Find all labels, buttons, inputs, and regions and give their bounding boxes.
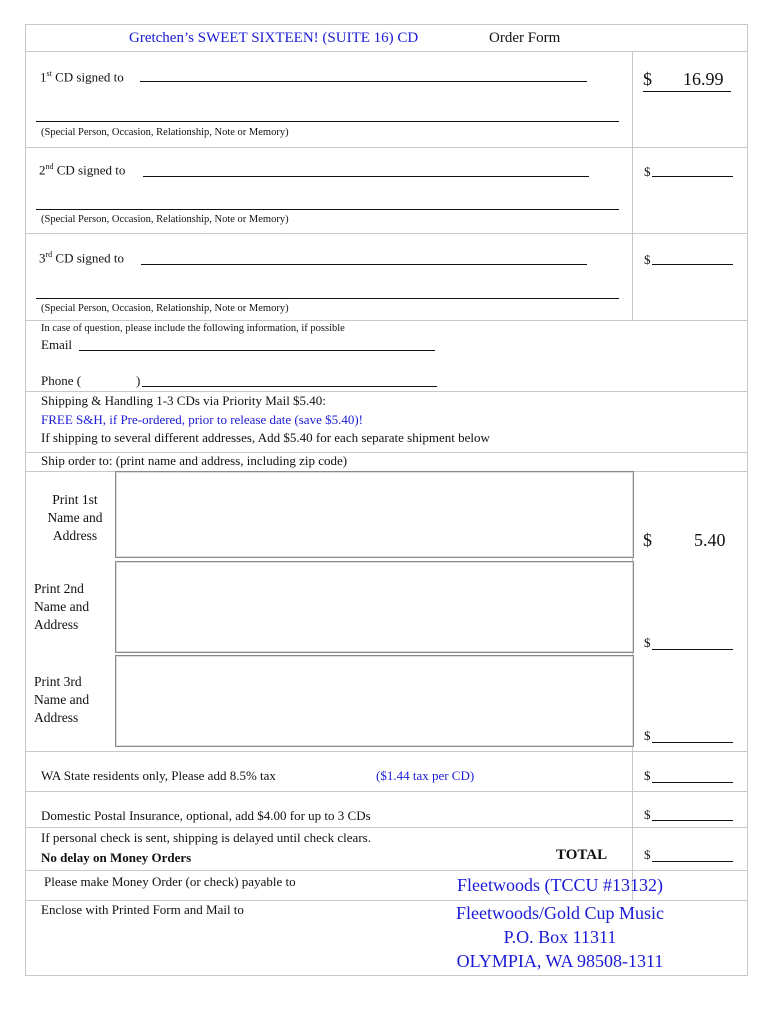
cd3-note: (Special Person, Occasion, Relationship, Note or Memory) — [41, 303, 289, 314]
address2-amount-field[interactable] — [652, 649, 733, 650]
cd1-note-field[interactable] — [36, 121, 619, 122]
insurance-dollar-sign: $ — [644, 807, 651, 822]
row-divider — [26, 791, 747, 792]
payable-value: Fleetwoods (TCCU #13132) — [457, 875, 663, 895]
address3-box[interactable] — [115, 655, 634, 747]
mail-address-line1: Fleetwoods/Gold Cup Music — [455, 903, 664, 923]
total-amount-field[interactable] — [652, 861, 733, 862]
address1-amount: 5.40 — [694, 530, 726, 550]
address2-dollar-sign: $ — [644, 635, 651, 650]
shipping-rate: Shipping & Handling 1-3 CDs via Priority Mail $5.40: — [41, 393, 326, 408]
row-divider — [26, 147, 747, 148]
order-form — [25, 24, 748, 976]
cd2-dollar-sign: $ — [644, 164, 651, 179]
cd3-amount-field[interactable] — [652, 264, 733, 265]
total-label: TOTAL — [556, 847, 608, 863]
phone-close-paren: ) — [136, 373, 141, 388]
cd1-amount: 16.99 — [683, 69, 724, 89]
insurance-amount-field[interactable] — [652, 820, 733, 821]
tax-label: WA State residents only, Please add 8.5% tax — [41, 768, 276, 783]
cd1-signed-to-field[interactable] — [140, 81, 587, 82]
multiple-address-note: If shipping to several different addresses, Add $5.40 for each separate shipment below — [41, 430, 490, 445]
check-note: If personal check is sent, shipping is delayed until check clears. — [41, 830, 371, 845]
ship-to-label: Ship order to: (print name and address, including zip code) — [41, 453, 348, 468]
cd3-signed-to-field[interactable] — [141, 264, 587, 265]
cd2-signed-to-field[interactable] — [143, 176, 589, 177]
form-title: Gretchen’s SWEET SIXTEEN! (SUITE 16) CD — [129, 30, 419, 46]
free-shipping-note: FREE S&H, if Pre-ordered, prior to release date (save $5.40)! — [41, 412, 364, 427]
form-subtitle: Order Form — [489, 30, 561, 46]
phone-label: Phone ( — [41, 373, 82, 388]
cd3-note-field[interactable] — [36, 298, 619, 299]
row-divider — [26, 233, 747, 234]
cd2-note: (Special Person, Occasion, Relationship, Note or Memory) — [41, 214, 289, 225]
total-dollar-sign: $ — [644, 847, 651, 862]
column-divider — [632, 51, 633, 147]
row-divider — [26, 51, 747, 52]
cd1-dollar-sign: $ — [643, 69, 652, 89]
payable-label: Please make Money Order (or check) payable to — [44, 874, 296, 889]
address3-label: Print 3rd Name and Address — [34, 674, 90, 725]
insurance-label: Domestic Postal Insurance, optional, add $4.00 for up to 3 CDs — [41, 808, 371, 823]
row-divider — [26, 870, 747, 871]
cd1-amount-underline — [643, 91, 731, 92]
email-field[interactable] — [79, 350, 435, 351]
mail-label: Enclose with Printed Form and Mail to — [41, 902, 244, 917]
cd1-label: 1st CD signed to — [40, 69, 124, 85]
mail-address-line3: OLYMPIA, WA 98508-1311 — [456, 951, 664, 971]
tax-amount-field[interactable] — [652, 782, 733, 783]
contact-intro: In case of question, please include the following information, if possible — [41, 323, 345, 334]
row-divider — [26, 827, 747, 828]
column-divider — [632, 147, 633, 233]
row-divider — [26, 391, 747, 392]
email-label: Email — [41, 337, 73, 352]
address2-label: Print 2nd Name and Address — [34, 581, 90, 632]
address2-box[interactable] — [115, 561, 634, 653]
mail-address-line2: P.O. Box 11311 — [503, 927, 617, 947]
address3-dollar-sign: $ — [644, 728, 651, 743]
row-divider — [26, 320, 747, 321]
tax-note: ($1.44 tax per CD) — [376, 768, 475, 783]
address1-dollar-sign: $ — [643, 530, 652, 550]
row-divider — [26, 751, 747, 752]
column-divider — [632, 233, 633, 320]
address1-box[interactable] — [115, 471, 634, 558]
cd2-note-field[interactable] — [36, 209, 619, 210]
money-order-note: No delay on Money Orders — [41, 850, 192, 865]
cd2-amount-field[interactable] — [652, 176, 733, 177]
cd2-label: 2nd CD signed to — [39, 162, 126, 178]
phone-field[interactable] — [142, 386, 437, 387]
tax-dollar-sign: $ — [644, 768, 651, 783]
address1-label: Print 1st Name and Address — [47, 492, 103, 543]
address3-amount-field[interactable] — [652, 742, 733, 743]
cd3-label: 3rd CD signed to — [39, 250, 125, 266]
cd1-note: (Special Person, Occasion, Relationship, Note or Memory) — [41, 127, 289, 138]
row-divider — [26, 900, 747, 901]
cd3-dollar-sign: $ — [644, 252, 651, 267]
